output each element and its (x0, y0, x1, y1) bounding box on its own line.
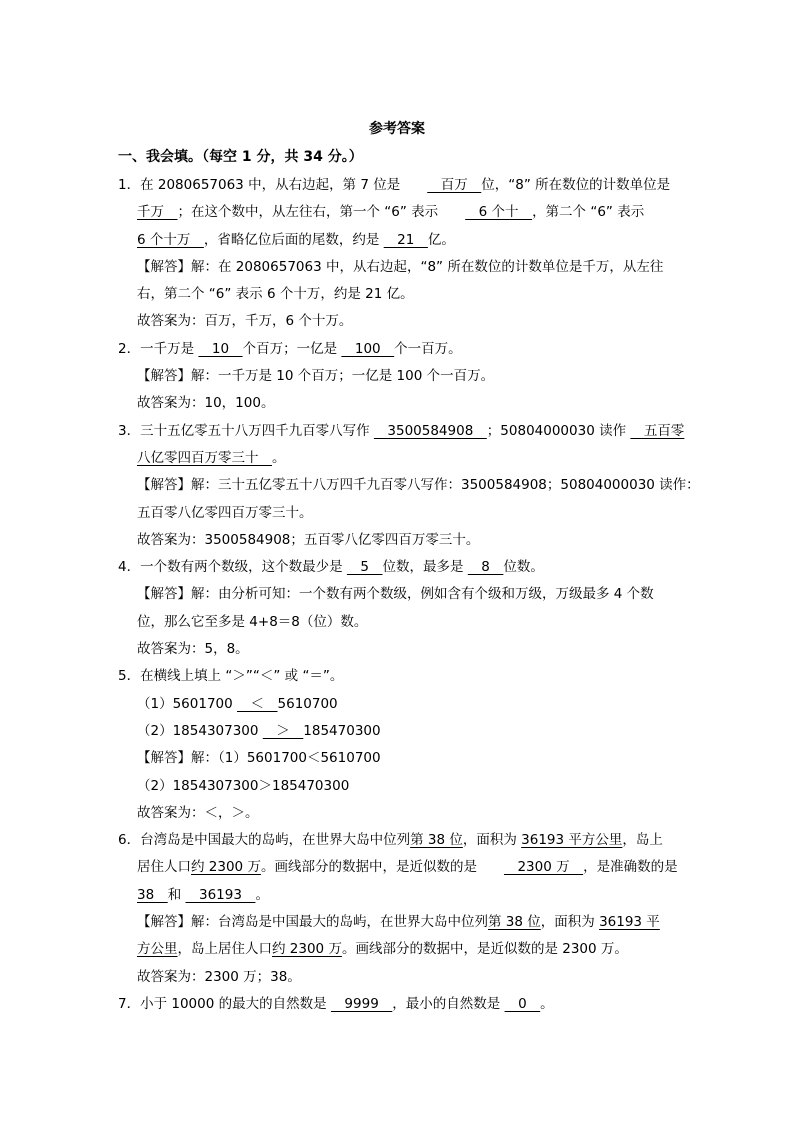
filled-blank: 8 (467, 559, 504, 576)
filled-blank: 6 个十万 (137, 231, 204, 248)
text-segment: 。画线部分的数据中，是近似数的是 (260, 859, 504, 876)
filled-blank: 36193 (185, 886, 256, 903)
filled-blank: 八亿零四百万零三十 (137, 449, 272, 466)
text-segment: 185470300 (303, 722, 381, 739)
question-line (118, 663, 678, 690)
text-segment: 2．一千万是 (118, 340, 199, 357)
answer-line (118, 363, 678, 390)
underlined-text: 第 38 位 (410, 832, 463, 849)
text-segment: 位数，最多是 (382, 559, 468, 576)
text-segment: 【解答】解：（1）5601700＜5610700 (137, 750, 381, 767)
answer-line (118, 308, 678, 335)
text-segment: 位，“8” 所在数位的计数单位是 (481, 177, 671, 193)
answer-document (118, 172, 700, 1018)
answer-line (118, 909, 678, 936)
text-segment: 1．在 2080657063 中，从右边起，第 7 位是 (118, 177, 428, 193)
answer-line (118, 472, 700, 499)
answer-line (118, 636, 678, 663)
text-segment: 。画线部分的数据中，是近似数的是 2300 万。 (341, 941, 628, 958)
question-line (118, 991, 678, 1018)
answer-line (118, 581, 678, 608)
text-segment: （2）1854307300 (137, 722, 263, 739)
filled-blank: 9999 (330, 995, 393, 1012)
answer-line (118, 745, 678, 772)
text-segment: 5．在横线上填上 “＞”“＜” 或 “＝”。 (118, 668, 344, 685)
filled-blank: 100 (341, 340, 395, 357)
underlined-text: 第 38 位 (488, 914, 541, 931)
text-segment: （1）5601700 (137, 695, 238, 712)
answer-line (118, 527, 678, 554)
text-segment: 6．台湾岛是中国最大的岛屿，在世界大岛中位列 (118, 832, 411, 849)
text-segment: 。 (272, 449, 286, 466)
underlined-text: 方公里 (137, 941, 178, 958)
text-segment: 故答案为：10，100。 (137, 395, 275, 412)
answer-line (118, 718, 678, 745)
text-segment: 7．小于 10000 的最大的自然数是 (118, 995, 331, 1012)
text-segment: 【解答】解：由分析可知：一个数有两个数级，例如含有个级和万级，万级最多 4 个数 (137, 586, 654, 603)
text-segment: 。 (255, 886, 269, 903)
text-segment: 居住人口 (137, 859, 191, 876)
text-segment: 位，那么它至多是 4+8＝8（位）数。 (137, 613, 368, 630)
text-segment: 故答案为：＜，＞。 (137, 804, 259, 821)
text-segment: ，面积为 (462, 832, 522, 849)
text-segment: （2）1854307300＞185470300 (137, 777, 350, 794)
text-segment: 【解答】解：三十五亿零五十八万四千九百零八写作：3500584908；50804000030 读作： (137, 477, 700, 494)
filled-blank: 10 (198, 340, 243, 357)
text-segment: 故答案为：5，8。 (137, 641, 249, 658)
filled-blank: ＞ (262, 722, 304, 739)
section-heading: 一、我会填。（每空 1 分，共 34 分。） (118, 149, 363, 165)
question-line (118, 418, 685, 445)
text-segment: ；50804000030 读作 (486, 422, 631, 439)
answer-line (118, 390, 678, 417)
answer-line (118, 773, 678, 800)
filled-blank: 五百零 (630, 422, 685, 439)
text-segment: ，最小的自然数是 (392, 995, 505, 1012)
text-segment: 故答案为：3500584908；五百零八亿零四百万零三十。 (137, 531, 480, 548)
text-segment: 。 (540, 995, 554, 1012)
underlined-text: 36193 平方公里 (521, 832, 623, 849)
underlined-text: 约 2300 万 (191, 859, 261, 876)
answer-line (118, 254, 678, 281)
text-segment: 和 (167, 886, 186, 903)
text-segment: ，是准确数的是 (583, 859, 678, 876)
answer-line (118, 691, 678, 718)
text-segment: 3．三十五亿零五十八万四千九百零八写作 (118, 422, 374, 439)
filled-blank: 2300 万 (503, 859, 584, 876)
answer-line (118, 609, 678, 636)
filled-blank: 3500584908 (373, 422, 487, 439)
text-segment: 【解答】解：台湾岛是中国最大的岛屿，在世界大岛中位列 (137, 914, 488, 931)
text-segment: ；在这个数中，从左往右，第一个 “6” 表示 (177, 204, 466, 221)
text-segment: 个一百万。 (394, 340, 462, 357)
answer-line (118, 445, 678, 472)
answer-line (118, 936, 678, 963)
text-segment: 4．一个数有两个数级，这个数最少是 (118, 559, 347, 576)
text-segment: ，省略亿位后面的尾数，约是 (203, 231, 384, 248)
text-segment: 右，第二个 “6” 表示 6 个十万，约是 21 亿。 (137, 286, 414, 303)
question-line (118, 827, 678, 854)
text-segment: ，岛上居住人口 (177, 941, 272, 958)
text-segment: 【解答】解：在 2080657063 中，从右边起，“8” 所在数位的计数单位是千万，从左往 (137, 258, 664, 275)
question-line (118, 554, 678, 581)
underlined-text: 约 2300 万 (272, 941, 342, 958)
text-segment: 故答案为：百万，千万，6 个十万。 (137, 313, 353, 330)
filled-blank: 38 (137, 886, 168, 903)
page-title: 参考答案 (369, 121, 425, 137)
text-segment: 个百万；一亿是 (242, 340, 342, 357)
answer-line (118, 500, 678, 527)
text-segment: 故答案为：2300 万；38。 (137, 968, 301, 985)
text-segment: 五百零八亿零四百万零三十。 (137, 504, 313, 521)
question-line (118, 336, 678, 363)
answer-line (118, 800, 678, 827)
text-segment: 亿。 (427, 231, 455, 248)
filled-blank: 千万 (137, 204, 178, 221)
filled-blank: 5 (346, 559, 383, 576)
answer-line (118, 882, 678, 909)
answer-line (118, 854, 678, 881)
filled-blank: 百万 (427, 177, 482, 193)
filled-blank: 21 (383, 231, 428, 248)
text-segment: 位数。 (503, 559, 544, 576)
text-segment: 【解答】解：一千万是 10 个百万；一亿是 100 个一百万。 (137, 368, 495, 385)
answer-line (118, 281, 678, 308)
answer-line (118, 227, 678, 254)
question-line (118, 172, 678, 199)
answer-line (118, 964, 678, 991)
filled-blank: ＜ (237, 695, 278, 712)
text-segment: 5610700 (277, 695, 338, 712)
text-segment: ，面积为 (540, 914, 600, 931)
answer-line (118, 199, 678, 226)
text-segment: ，岛上 (622, 832, 663, 849)
filled-blank: 6 个十 (465, 204, 533, 221)
filled-blank: 0 (504, 995, 541, 1012)
underlined-text: 36193 平 (599, 914, 660, 931)
text-segment: ，第二个 “6” 表示 (532, 204, 645, 221)
